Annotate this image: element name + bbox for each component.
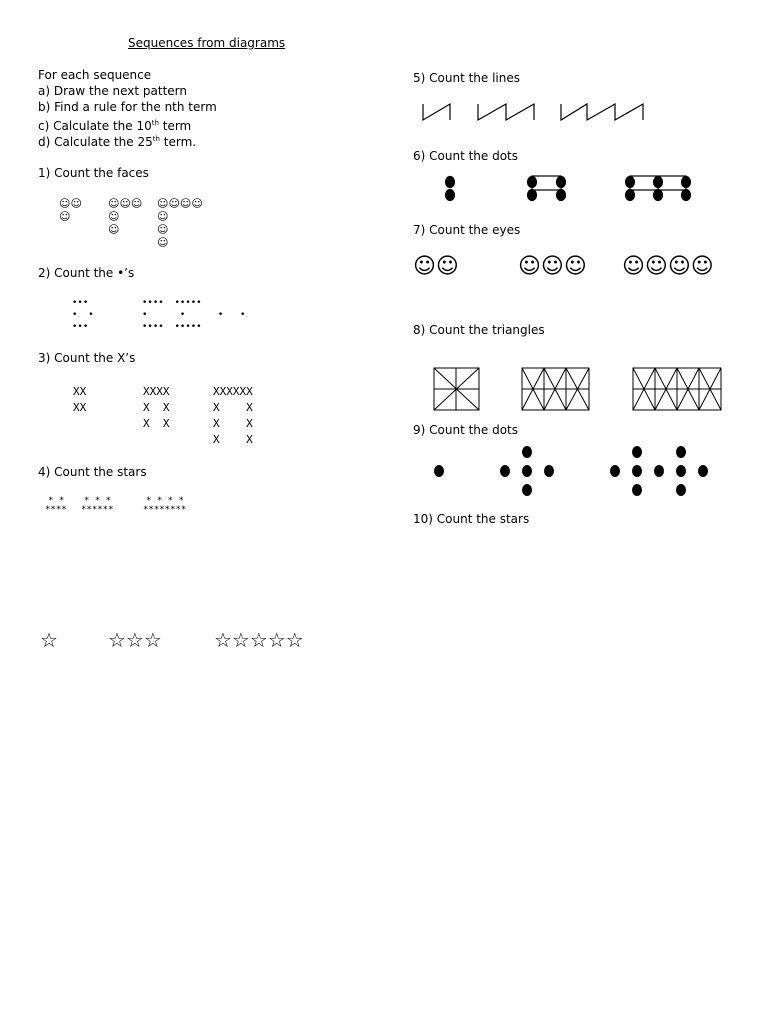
q2-pattern-3: •: [240, 310, 246, 320]
q2-pattern-1-row-3: •••: [72, 322, 89, 332]
q9-pattern-1: [434, 465, 444, 477]
q1-pattern-3-row-1: ☺☺☺☺: [157, 197, 203, 210]
q3-pattern-3-row-2: X X: [213, 401, 253, 414]
q5-pattern-1: [423, 104, 450, 120]
q4-pattern-2-bottom: ******: [81, 505, 114, 515]
q2-label: 2) Count the •’s: [38, 266, 135, 280]
q7-pattern-3: ☺☺☺☺: [622, 254, 714, 279]
q2-pattern-2-row-1: •••• •••••: [142, 298, 202, 308]
intro-step-c-after: term: [158, 119, 192, 133]
intro-step-b: b) Find a rule for the nth term: [38, 100, 217, 114]
q6-pattern-1: [446, 177, 455, 201]
q9-pattern-2: [500, 446, 554, 496]
q5-pattern-3: [561, 104, 643, 120]
q10-label: 10) Count the stars: [413, 512, 530, 526]
q8-pattern-3: [633, 368, 721, 410]
q7-label: 7) Count the eyes: [413, 223, 521, 237]
q2-pattern-1-row-2: • •: [72, 310, 94, 320]
q9-label: 9) Count the dots: [413, 423, 519, 437]
q1-pattern-3-row-3: ☺: [157, 223, 169, 236]
q1-pattern-1-row-1: ☺☺: [59, 197, 82, 210]
q1-pattern-2-row-3: ☺: [108, 223, 120, 236]
q4-label: 4) Count the stars: [38, 465, 147, 479]
q3-pattern-1-row-2: XX: [73, 401, 87, 414]
q7-pattern-2: ☺☺☺: [518, 254, 587, 279]
q3-pattern-2-row-1: XXXX: [143, 385, 170, 398]
q2-pattern-2-row-2: • • •: [142, 310, 224, 320]
page-title: Sequences from diagrams: [128, 36, 286, 50]
q4-pattern-1-bottom: ****: [45, 505, 67, 515]
q7-pattern-1: ☺☺: [413, 254, 459, 279]
q8-pattern-1: [434, 368, 479, 410]
intro-heading: For each sequence: [38, 68, 152, 82]
q8-pattern-2: [522, 368, 589, 410]
q9-diagrams: [434, 446, 708, 496]
q4-pattern-1-top: * *: [48, 496, 65, 506]
q3-pattern-2-row-2: X X: [143, 401, 170, 414]
q2-pattern-2-row-3: •••• •••••: [142, 322, 202, 332]
q3-pattern-3-row-3: X X: [213, 417, 253, 430]
q8-label: 8) Count the triangles: [413, 323, 545, 337]
q10-pattern-3: ☆☆☆☆☆: [214, 628, 304, 652]
q1-label: 1) Count the faces: [38, 166, 149, 180]
q4-pattern-3-top: * * * *: [146, 496, 184, 506]
intro-step-c-sup: th: [151, 119, 159, 127]
q5-label: 5) Count the lines: [413, 71, 520, 85]
q3-pattern-3-row-4: X X: [213, 433, 253, 446]
q2-pattern-1-row-1: •••: [72, 298, 89, 308]
q3-pattern-1-row-1: XX: [73, 385, 87, 398]
intro-step-d-text: d) Calculate the 25: [38, 135, 153, 149]
q4-pattern-2-top: * * *: [84, 496, 112, 506]
q4-pattern-3-bottom: ********: [143, 505, 187, 515]
q10-pattern-1: ☆: [40, 628, 58, 652]
q3-pattern-3-row-1: XXXXXX: [213, 385, 253, 398]
q3-label: 3) Count the X’s: [38, 351, 136, 365]
q8-diagrams: [434, 368, 721, 410]
intro-step-d-sup: th: [152, 135, 160, 143]
q6-label: 6) Count the dots: [413, 149, 519, 163]
q1-pattern-1-row-2: ☺: [59, 210, 71, 223]
q1-pattern-3-row-4: ☺: [157, 236, 169, 249]
intro-step-c-text: c) Calculate the 10: [38, 119, 152, 133]
q6-pattern-2: [528, 176, 566, 201]
q3-pattern-2-row-3: X X: [143, 417, 170, 430]
q1-pattern-2-row-1: ☺☺☺: [108, 197, 143, 210]
q1-pattern-3-row-2: ☺: [157, 210, 169, 223]
q10-pattern-2: ☆☆☆: [108, 628, 162, 652]
q1-pattern-2-row-2: ☺: [108, 210, 120, 223]
q5-pattern-2: [478, 104, 534, 120]
intro-step-d-after: term.: [159, 135, 197, 149]
intro-step-a: a) Draw the next pattern: [38, 84, 188, 98]
q9-pattern-3: [610, 446, 708, 496]
q6-diagrams: [446, 176, 691, 201]
q6-pattern-3: [626, 176, 691, 201]
